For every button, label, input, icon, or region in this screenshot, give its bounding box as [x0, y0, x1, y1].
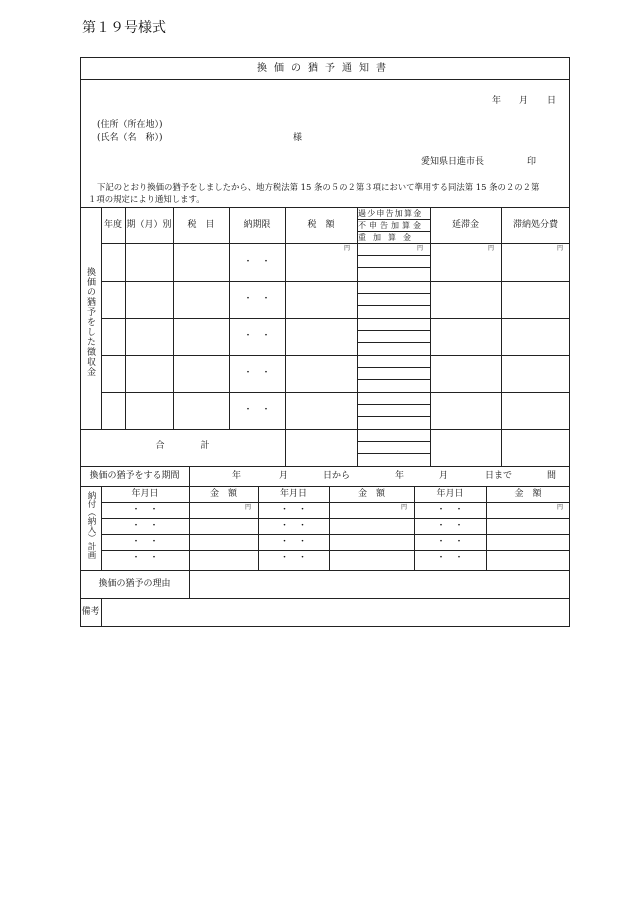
- payment-plan-side-label: 納付（納入）計画: [86, 491, 96, 559]
- plan-date-cell: ・ ・: [279, 521, 307, 531]
- remarks-label: 備考: [81, 607, 100, 617]
- header-penalty-underreport: 過少申告加算金: [358, 209, 423, 218]
- plan-date-cell: ・ ・: [279, 553, 307, 563]
- header-period: 期（月）別: [126, 220, 172, 230]
- total-label: 合 計: [155, 441, 210, 451]
- plan-header-date-2: 年月日: [279, 489, 307, 499]
- grace-period-label: 換価の猶予をする期間: [89, 471, 180, 481]
- header-fiscal-year: 年度: [103, 220, 122, 230]
- yen-unit-tax: 円: [344, 245, 351, 252]
- yen-unit-penalty: 円: [417, 245, 424, 252]
- period-to-month: 月: [439, 471, 449, 481]
- plan-date-cell: ・ ・: [279, 537, 307, 547]
- date-month: 月: [519, 96, 529, 106]
- penalty-subrow-line: [357, 342, 430, 343]
- issuer: 愛知県日進市長: [421, 157, 485, 167]
- plan-date-cell: ・ ・: [131, 505, 159, 515]
- header-tax-amount: 税 額: [307, 220, 335, 230]
- period-from-day: 日から: [323, 471, 351, 481]
- name-label: (氏名（名 称）): [97, 133, 163, 143]
- date-day: 日: [547, 96, 557, 106]
- plan-yen-2: 円: [401, 504, 408, 511]
- period-from-year: 年: [232, 471, 242, 481]
- plan-date-cell: ・ ・: [279, 505, 307, 515]
- plan-date-cell: ・ ・: [436, 537, 464, 547]
- penalty-subrow-line: [357, 305, 430, 306]
- penalty-subrow-line: [357, 255, 430, 256]
- due-date-row-3: ・ ・: [243, 331, 271, 341]
- notice-text-line1: 下記のとおり換価の猶予をしましたから、地方税法第 15 条の５の２第３項において準用する同法第 15 条の２の２第: [97, 182, 540, 192]
- seal-mark: 印: [527, 157, 537, 167]
- reason-label: 換価の猶予の理由: [98, 579, 171, 589]
- penalty-subrow-line: [357, 379, 430, 380]
- period-to-year: 年: [395, 471, 405, 481]
- plan-date-cell: ・ ・: [436, 553, 464, 563]
- penalty-subrow-line: [357, 267, 430, 268]
- header-delinquency: 延滞金: [451, 220, 479, 230]
- header-due-date: 納期限: [243, 220, 271, 230]
- header-tax-item: 税 目: [187, 220, 215, 230]
- header-penalty-nonfiling: 不申告加算金: [358, 221, 424, 230]
- header-disposition-cost: 滞納処分費: [512, 220, 558, 230]
- form-number: 第１９号様式: [82, 20, 166, 36]
- plan-date-cell: ・ ・: [436, 521, 464, 531]
- period-to-day: 日まで: [485, 471, 513, 481]
- plan-date-cell: ・ ・: [436, 505, 464, 515]
- penalty-subrow-line: [357, 441, 430, 442]
- plan-header-date-1: 年月日: [131, 489, 159, 499]
- plan-date-cell: ・ ・: [131, 537, 159, 547]
- plan-yen-3: 円: [557, 504, 564, 511]
- plan-header-amount-2: 金 額: [357, 489, 385, 499]
- period-from-month: 月: [279, 471, 289, 481]
- plan-header-amount-1: 金 額: [209, 489, 237, 499]
- penalty-subrow-line: [357, 453, 430, 454]
- yen-unit-disposition: 円: [557, 245, 564, 252]
- header-penalty-heavy: 重加算金: [358, 233, 418, 242]
- form-title: 換価の猶予通知書: [257, 63, 393, 74]
- collected-amount-side-label: 換価の猶予をした徴収金: [85, 267, 95, 377]
- plan-date-cell: ・ ・: [131, 553, 159, 563]
- due-date-row-2: ・ ・: [243, 294, 271, 304]
- plan-date-cell: ・ ・: [131, 521, 159, 531]
- plan-header-date-3: 年月日: [436, 489, 464, 499]
- honorific: 様: [293, 133, 303, 143]
- penalty-subrow-line: [357, 293, 430, 294]
- address-label: (住所（所在地）): [97, 120, 163, 130]
- period-days: 間: [547, 471, 557, 481]
- yen-unit-delinquency: 円: [488, 245, 495, 252]
- due-date-row-5: ・ ・: [243, 405, 271, 415]
- due-date-row-4: ・ ・: [243, 368, 271, 378]
- plan-header-amount-3: 金 額: [514, 489, 542, 499]
- penalty-subrow-line: [357, 404, 430, 405]
- penalty-subrow-line: [357, 416, 430, 417]
- notice-text-line2: １項の規定により通知します。: [88, 194, 205, 204]
- plan-yen-1: 円: [245, 504, 252, 511]
- penalty-subrow-line: [357, 330, 430, 331]
- due-date-row-1: ・ ・: [243, 257, 271, 267]
- date-year: 年: [492, 96, 502, 106]
- penalty-subrow-line: [357, 367, 430, 368]
